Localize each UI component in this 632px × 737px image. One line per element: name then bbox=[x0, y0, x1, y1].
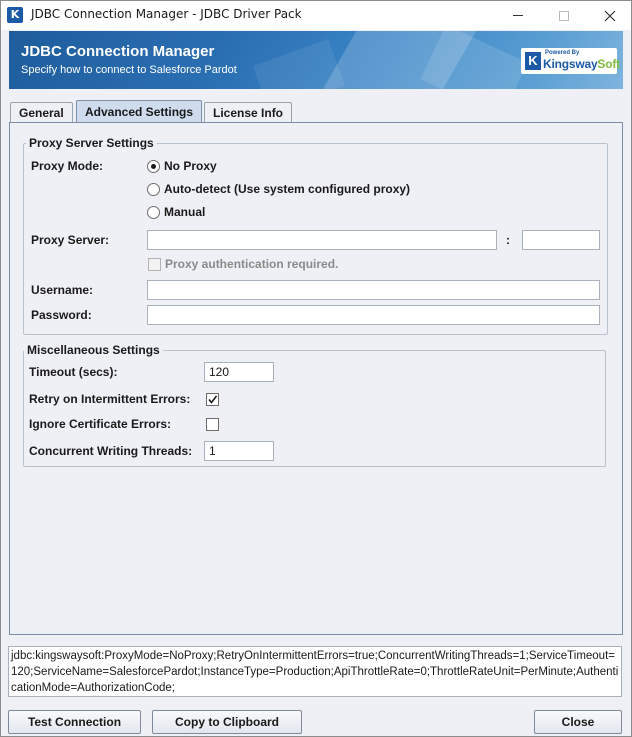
banner-title: JDBC Connection Manager bbox=[21, 43, 215, 60]
password-input[interactable] bbox=[147, 305, 600, 325]
threads-label: Concurrent Writing Threads: bbox=[29, 444, 193, 458]
proxy-auth-checkbox[interactable] bbox=[148, 258, 161, 271]
manual-label[interactable]: Manual bbox=[164, 205, 206, 219]
timeout-label: Timeout (secs): bbox=[29, 365, 118, 379]
maximize-button[interactable] bbox=[541, 1, 587, 30]
copy-to-clipboard-button[interactable]: Copy to Clipboard bbox=[152, 710, 302, 734]
tab-license-info[interactable]: License Info bbox=[204, 102, 292, 123]
app-k-icon: K bbox=[7, 7, 23, 23]
checkmark-icon bbox=[207, 394, 218, 405]
proxy-server-input[interactable] bbox=[147, 230, 497, 250]
logo-name bbox=[543, 57, 620, 71]
radio-auto-detect[interactable] bbox=[147, 183, 160, 196]
banner-subtitle: Specify how to connect to Salesforce Pardot bbox=[21, 64, 237, 76]
logo-k-icon: K bbox=[525, 52, 541, 70]
username-label: Username: bbox=[31, 283, 94, 297]
port-separator: : bbox=[506, 233, 510, 247]
timeout-input[interactable]: 120 bbox=[204, 362, 274, 382]
logo-name-accent: Soft bbox=[597, 57, 620, 71]
retry-label: Retry on Intermittent Errors: bbox=[29, 392, 191, 406]
close-icon bbox=[604, 10, 616, 22]
close-window-button[interactable] bbox=[587, 1, 632, 30]
logo-powered-by: Powered By bbox=[545, 50, 580, 56]
close-button[interactable]: Close bbox=[534, 710, 622, 734]
maximize-icon bbox=[559, 11, 569, 21]
title-bar bbox=[1, 1, 631, 30]
auto-detect-label[interactable]: Auto-detect (Use system configured proxy) bbox=[164, 182, 411, 196]
header-banner bbox=[9, 31, 623, 89]
radio-manual[interactable] bbox=[147, 206, 160, 219]
misc-group-title: Miscellaneous Settings bbox=[24, 343, 163, 357]
threads-input[interactable]: 1 bbox=[204, 441, 274, 461]
username-input[interactable] bbox=[147, 280, 600, 300]
minimize-icon bbox=[513, 15, 523, 16]
proxy-mode-label: Proxy Mode: bbox=[31, 159, 104, 173]
minimize-button[interactable] bbox=[495, 1, 541, 30]
tab-advanced-settings[interactable]: Advanced Settings bbox=[76, 100, 202, 123]
test-connection-button[interactable]: Test Connection bbox=[8, 710, 141, 734]
no-proxy-label[interactable]: No Proxy bbox=[164, 159, 217, 173]
proxy-port-input[interactable] bbox=[522, 230, 600, 250]
connection-string-textarea[interactable]: jdbc:kingswaysoft:ProxyMode=NoProxy;RetryOnIntermittentErrors=true;ConcurrentWritingThreads=1;ServiceTimeout=120;ServiceName=SalesforcePardot;InstanceType=Production;ApiThrottleRate=0;ThrottleRateUnit=PerMinute;AuthenticationMode=AuthorizationCode; bbox=[8, 646, 622, 697]
ignore-cert-checkbox[interactable] bbox=[206, 418, 219, 431]
retry-checkbox[interactable] bbox=[206, 393, 219, 406]
window-title: JDBC Connection Manager - JDBC Driver Pack bbox=[31, 7, 302, 21]
kingswaysoft-logo bbox=[521, 48, 620, 74]
proxy-server-label: Proxy Server: bbox=[31, 233, 110, 247]
tab-general[interactable]: General bbox=[10, 102, 73, 123]
logo-name-main: Kingsway bbox=[543, 57, 598, 71]
proxy-group-title: Proxy Server Settings bbox=[26, 136, 157, 150]
radio-no-proxy[interactable] bbox=[147, 160, 160, 173]
password-label: Password: bbox=[31, 308, 92, 322]
proxy-auth-label: Proxy authentication required. bbox=[165, 257, 339, 271]
ignore-cert-label: Ignore Certificate Errors: bbox=[29, 417, 172, 431]
